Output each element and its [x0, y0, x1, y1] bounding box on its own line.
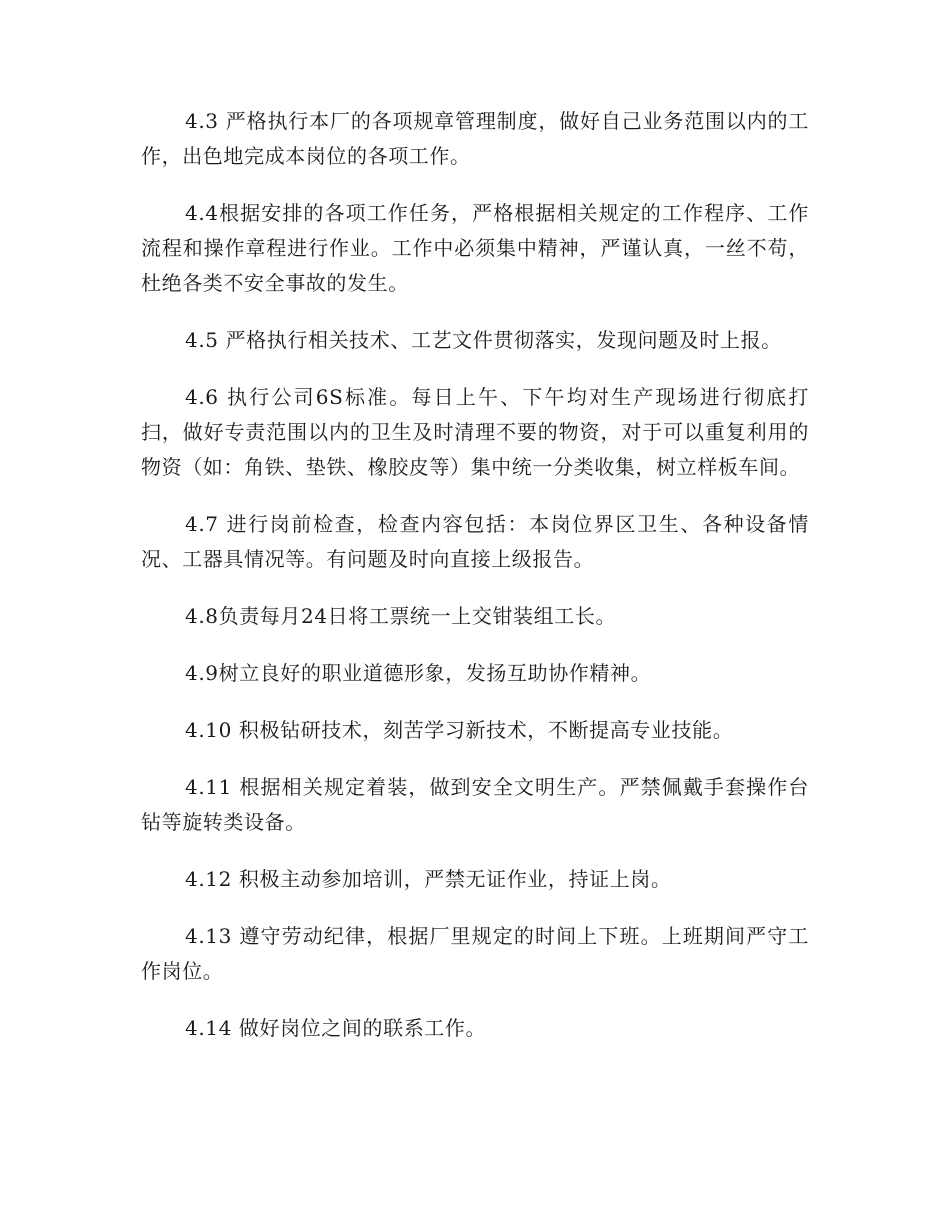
paragraph-4-11: 4.11 根据相关规定着装，做到安全文明生产。严禁佩戴手套操作台钻等旋转类设备。 — [141, 775, 809, 834]
paragraph-4-6: 4.6 执行公司6S标准。每日上午、下午均对生产现场进行彻底打扫，做好专责范围以内的卫生及时清理不要的物资，对于可以重复利用的物资（如：角铁、垫铁、橡胶皮等）集中统一分类收集，树立样板车间。 — [141, 385, 809, 479]
paragraph-4-14: 4.14 做好岗位之间的联系工作。 — [185, 1016, 487, 1040]
paragraph-4-10: 4.10 积极钻研技术，刻苦学习新技术，不断提高专业技能。 — [185, 718, 734, 742]
paragraph-4-3: 4.3 严格执行本厂的各项规章管理制度，做好自己业务范围以内的工作，出色地完成本岗位的各项工作。 — [141, 109, 809, 168]
paragraph-4-5: 4.5 严格执行相关技术、工艺文件贯彻落实，发现问题及时上报。 — [185, 328, 782, 352]
paragraph-4-12: 4.12 积极主动参加培训，严禁无证作业，持证上岗。 — [185, 867, 672, 891]
paragraph-4-4: 4.4根据安排的各项工作任务，严格根据相关规定的工作程序、工作流程和操作章程进行作业。工作中必须集中精神，严谨认真，一丝不苟，杜绝各类不安全事故的发生。 — [141, 201, 809, 295]
paragraph-4-7: 4.7 进行岗前检查，检查内容包括：本岗位界区卫生、各种设备情况、工器具情况等。有问题及时向直接上级报告。 — [141, 512, 809, 571]
paragraph-4-13: 4.13 遵守劳动纪律，根据厂里规定的时间上下班。上班期间严守工作岗位。 — [141, 924, 809, 983]
paragraph-4-8: 4.8负责每月24日将工票统一上交钳装组工长。 — [185, 604, 617, 628]
paragraph-4-9: 4.9树立良好的职业道德形象，发扬互助协作精神。 — [185, 661, 652, 685]
document-body — [141, 104, 809, 1068]
